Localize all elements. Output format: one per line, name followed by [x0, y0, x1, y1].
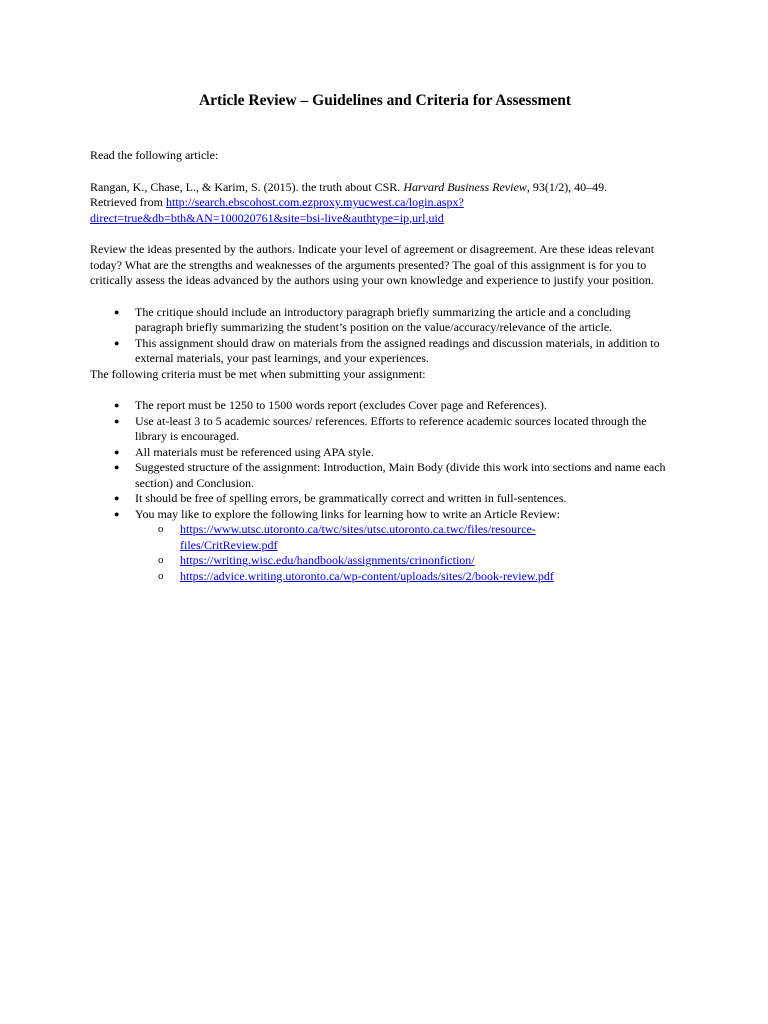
link-list-item [90, 522, 680, 553]
resource-link-wisc[interactable]: https://writing.wisc.edu/handbook/assignments/crinonfiction/ [180, 553, 475, 567]
sub-bullet-icon: o [158, 569, 164, 582]
bullet-icon: ● [114, 446, 120, 457]
document-page [90, 90, 680, 584]
link-list-item [90, 569, 680, 585]
list-item-text: You may like to explore the following links for learning how to write an Article Review: [135, 506, 561, 521]
resource-link-list [90, 522, 680, 584]
sub-bullet-icon: o [158, 523, 164, 535]
resource-link-utsc-line1: https://www.utsc.utoronto.ca/twc/sites/utsc.utoronto.ca.twc/files/resource- [180, 522, 536, 536]
criteria-bullet-list [90, 398, 680, 522]
citation-journal: Harvard Business Review [403, 179, 527, 194]
bullet-icon: ● [114, 508, 120, 519]
list-item [90, 460, 680, 491]
sub-bullet-icon: o [158, 554, 164, 566]
bullet-icon: ● [114, 493, 120, 503]
link-list-item [90, 553, 680, 569]
intro-text: Read the following article: [90, 148, 219, 162]
document-title: Article Review – Guidelines and Criteria for Assessment [198, 92, 572, 109]
resource-link-utsc[interactable] [180, 522, 536, 552]
list-item-text: This assignment should draw on materials from the assigned readings and discussion materials, in addition to external materials, your past learnings, and your experiences. [135, 335, 660, 365]
list-item-text: The report must be 1250 to 1500 words report (excludes Cover page and References). [135, 398, 547, 412]
bullet-icon: ● [114, 400, 120, 410]
resource-link-utoronto[interactable]: https://advice.writing.utoronto.ca/wp-content/uploads/sites/2/book-review.pdf [180, 568, 554, 583]
bullet-icon: ● [114, 337, 120, 348]
review-paragraph: Review the ideas presented by the authors. Indicate your level of agreement or disagreement. Are these ideas relevant today? What are the strengths and weaknesses of the arguments presented? The goal of this assignment is for you to critically assess the ideas advanced by the authors using your own knowledge and experience to justify your position. [90, 242, 655, 287]
list-item [90, 336, 680, 367]
bullet-icon: ● [114, 462, 120, 472]
list-item-text: The critique should include an introductory paragraph briefly summarizing the article and a concluding paragraph briefly summarizing the student’s position on the value/accuracy/relevance of the article. [135, 304, 631, 334]
citation-authors: Rangan, K., Chase, L., & Karim, S. (2015). the truth about CSR. [90, 179, 404, 194]
list-item-text: Suggested structure of the assignment: Introduction, Main Body (divide this work into sections and name each section) and Conclusion. [135, 460, 666, 490]
bullet-icon: ● [114, 306, 120, 317]
article-link-line2: direct=true&db=bth&AN=100020761&site=bsi-live&authtype=ip,url,uid [90, 210, 444, 225]
critique-bullet-list [90, 305, 680, 367]
list-item-text: All materials must be referenced using APA style. [135, 444, 374, 459]
list-item [90, 445, 680, 461]
list-item-text: Use at-least 3 to 5 academic sources/ references. Efforts to reference academic sources located through the library is encouraged. [135, 413, 647, 443]
citation [90, 180, 680, 227]
list-item-text: It should be free of spelling errors, be grammatically correct and written in full-sentences. [135, 491, 567, 505]
list-item [90, 398, 680, 414]
resource-link-utsc-line2: files/CritReview.pdf [180, 537, 278, 552]
criteria-intro: The following criteria must be met when submitting your assignment: [90, 366, 426, 381]
bullet-icon: ● [114, 415, 120, 426]
list-item [90, 491, 680, 507]
article-link-line1: http://search.ebscohost.com.ezproxy.myucwest.ca/login.aspx? [165, 195, 464, 209]
citation-volume: , 93(1/2), 40–49. [526, 179, 608, 194]
retrieved-label: Retrieved from [90, 195, 166, 209]
list-item [90, 507, 680, 523]
list-item [90, 414, 680, 445]
list-item [90, 305, 680, 336]
